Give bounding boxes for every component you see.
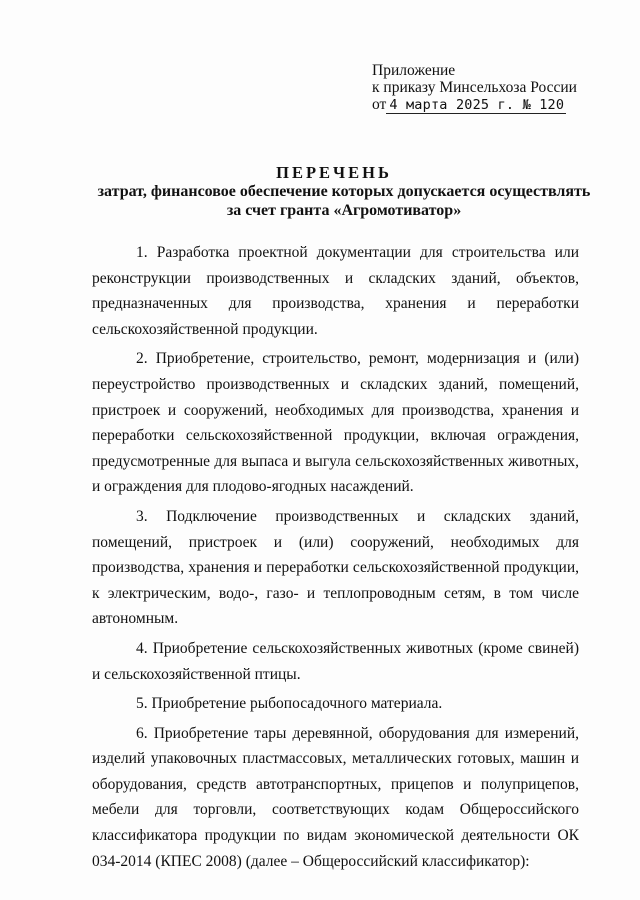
list-item-4: 4. Приобретение сельскохозяйственных животных (кроме свиней) и сельскохозяйственной птицы. xyxy=(92,639,579,683)
title-heading: ПЕРЕЧЕНЬ xyxy=(276,163,392,182)
appendix-order-reference: к приказу Минсельхоза России xyxy=(372,79,577,96)
document-title xyxy=(0,163,640,220)
document-body xyxy=(92,240,579,874)
title-line-1: затрат, финансовое обеспечение которых допускается осуществлять xyxy=(97,183,591,200)
list-item-3: 3. Подключение производственных и складских зданий, помещений, пристроек и (или) сооружений, необходимых для производства, хранения и переработки сельскохозяйственной продукции, к электрическим, водо-, газо- и теплопроводным сетям, в том числе автономным. xyxy=(92,507,579,628)
appendix-date-prefix: от xyxy=(372,96,387,113)
appendix-date-line xyxy=(372,96,577,114)
list-item-2: 2. Приобретение, строительство, ремонт, модернизация и (или) переустройство производственных и складских зданий, помещений, пристроек и сооружений, необходимых для производства, хранения и переработки сельскохозяйственной продукции, включая ограждения, предусмотренные для выпаса и выгула сельскохозяйственных животных, и ограждения для плодово-ягодных насаждений. xyxy=(92,350,579,496)
appendix-date-number: 4 марта 2025 г. № 120 xyxy=(386,97,566,114)
list-item-1: 1. Разработка проектной документации для строительства или реконструкции производственных и складских зданий, объектов, предназначенных для производства, хранения и переработки сельскохозяйственной продукции. xyxy=(92,244,579,338)
appendix-label: Приложение xyxy=(372,62,456,79)
list-item-6: 6. Приобретение тары деревянной, оборудования для измерений, изделий упаковочных пластмассовых, металлических готовых, машин и оборудования, средств автотранспортных, прицепов и полуприцепов, мебели для торговли, соответствующих кодам Общероссийского классификатора продукции по видам экономической деятельности ОК 034-2014 (КПЕС 2008) (далее – Общероссийский классификатор): xyxy=(92,724,579,870)
title-line-2: за счет гранта «Агромотиватор» xyxy=(226,202,462,219)
appendix-header xyxy=(372,62,577,114)
list-item-5: 5. Приобретение рыбопосадочного материала. xyxy=(136,695,443,713)
